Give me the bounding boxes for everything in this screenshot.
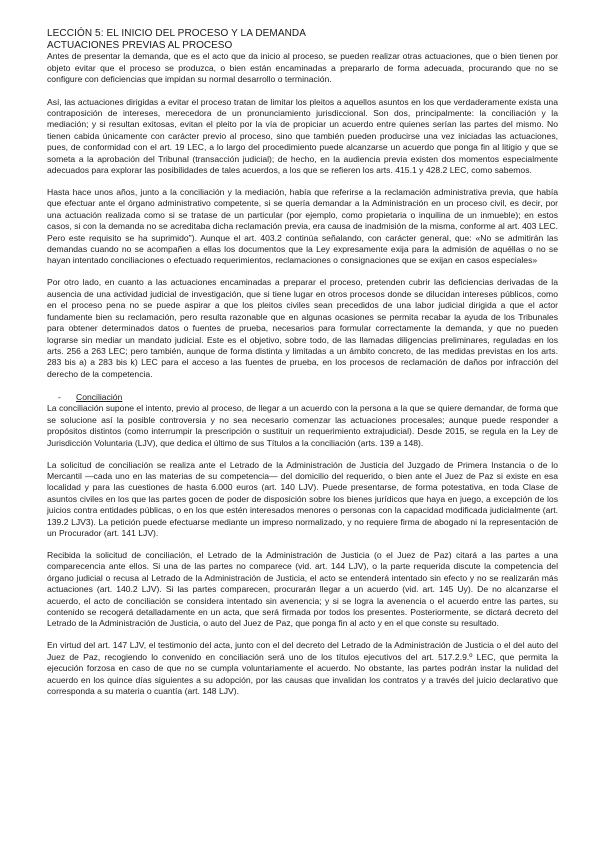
- paragraph: Por otro lado, en cuanto a las actuaciones encaminadas a preparar el proceso, pretenden cubrir las deficiencias derivadas de la ausencia de una actividad judicial de investigación, que si tiene lugar en otros procesos donde se dilucidan intereses públicos, como en el proceso pena no se puede aspirar a que los pleitos civiles sean precedidos de una labor judicial dirigida a que el actor fundamente bien su reclamación, pero resulta razonable que en algunas ocasiones se permita recabar la ayuda de los Tribunales para obtener determinados datos o fuentes de prueba, necesarios para formular correctamente la demanda, y que no pueden lograrse sin mediar un mandato judicial. Este es el objetivo, sobre todo, de las llamadas diligencias preliminares, reguladas en los arts. 256 a 263 LEC; pero también, aunque de forma distinta y limitadas a un ámbito concreto, de las medidas previstas en los arts. 283 bis a) a 283 bis k) LEC para el acceso a las fuentes de prueba, en los procesos de reclamación de daños por infracción del derecho de la competencia.: [47, 277, 558, 379]
- subsection-heading: [47, 392, 558, 403]
- paragraph: Así, las actuaciones dirigidas a evitar el proceso tratan de limitar los pleitos a aquellos asuntos en los que verdaderamente exista una contraposición de intereses, merecedora de un pronunciamiento jurisdiccional. Son dos, principalmente: la conciliación y la mediación; y si resultan exitosas, evitan el pleito por la vía de propiciar un acuerdo entre quienes serían las partes del mismo. No tienen cabida únicamente con carácter previo al proceso, sino que también pueden producirse una vez iniciadas las actuaciones, pues, de conformidad con el art. 19 LEC, a lo largo del procedimiento puede alcanzarse un acuerdo que ponga fin al litigio y que se someta a la aprobación del Tribunal (transacción judicial); de hecho, en la audiencia previa existen dos momentos especialmente adecuados para explorar las posibilidades de tales acuerdos, a los que se refieren los arts. 415.1 y 428.2 LEC, como sabemos.: [47, 96, 558, 176]
- paragraph: Antes de presentar la demanda, que es el acto que da inicio al proceso, se pueden realizar otras actuaciones, que o bien tienen por objeto evitar que el proceso se produzca, o bien están encaminadas a prepararlo de forma adecuada, procurando que no se configure con deficiencias que impidan su normal desarrollo o terminación.: [47, 51, 558, 84]
- subsection-title: Conciliación: [76, 391, 123, 402]
- lesson-title: LECCIÓN 5: EL INICIO DEL PROCESO Y LA DEMANDA: [47, 28, 307, 39]
- paragraph: La solicitud de conciliación se realiza ante el Letrado de la Administración de Justicia del Juzgado de Primera Instancia o de lo Mercantil —cada uno en las materias de su competencia— del domicilio del requerido, o bien ante el Juez de Paz si existe en esa localidad y para las cuestiones de hasta 6.000 euros (art. 140 LJV). Puede presentarse, de forma potestativa, en toda Clase de asuntos civiles en los que las partes gocen de poder de disposición sobre los bienes jurídicos que haya en juego, a excepción de los juicios contra entidades públicas, o en los que estén interesados menores o personas con la capacidad modificada judicialmente (art. 139.2 LJV3). La petición puede efectuarse mediante un impreso normalizado, y no requiere firma de abogado ni la representación de un Procurador (art. 141 LJV).: [47, 459, 558, 538]
- paragraph: Hasta hace unos años, junto a la conciliación y la mediación, había que referirse a la reclamación administrativa previa, que había que efectuar ante el órgano administrativo competente, si se quería demandar a la Administración en un proceso civil, es decir, por una actuación realizada como si se tratase de un particular (por ejemplo, como propietaria o inquilina de un inmueble); en estos casos, si con la demanda no se acreditaba dicha reclamación previa, era causa de inadmisión de la misma, conforme al art. 403 LEC. Pero este requisito se ha suprimido"). Aunque el art. 403.2 continúa señalando, con carácter general, que: «No se admitirán las demandas cuando no se acompañen a ellas los documentos que la Ley expresamente exija para la admisión de aquéllas o no se hayan intentado conciliaciones o efectuado requerimientos, reclamaciones o consignaciones que se exijan en casos especiales»: [47, 187, 558, 266]
- paragraph: Recibida la solicitud de conciliación, el Letrado de la Administración de Justicia (o el Juez de Paz) citará a las partes a una comparecencia ante ellos. Si una de las partes no comparece (vid. art. 144 LJV), o la parte requerida discute la competencia del órgano judicial o recusa al Letrado de la Administración de Justicia, el acto se entenderá intentado sin efecto y no se realizarán más actuaciones (art. 140.2 LJV). Si las partes comparecen, procurarán llegar a un acuerdo (vid. art. 145 Uy). De no alcanzarse el acuerdo, el acto de conciliación se considera intentado sin avenencia; y si se logra la avenencia o el acuerdo entre las partes, su contenido se recogerá detalladamente en un acta, que será firmada por todos los presentes. Posteriormente, se dictará decreto del Letrado de la Administración de Justicia, o auto del Juez de Paz, que ponga fin al acto y en el que conste su resultado.: [47, 549, 558, 629]
- bullet-dash: -: [58, 391, 61, 402]
- paragraph: La conciliación supone el intento, previo al proceso, de llegar a un acuerdo con la persona a la que se quiere demandar, de forma que se solucione así la posible controversia y no sea necesario comenzar las actuaciones procesales; aunque puede responder a propósitos distintos (como interrumpir la prescripción o sustituir un requerimiento extrajudicial). Desde 2015, se regula en la Ley de Jurisdicción Voluntaria (LJV), que dedica el último de sus Títulos a la conciliación (arts. 139 a 148).: [47, 403, 558, 448]
- paragraph: En virtud del art. 147 LJV, el testimonio del acta, junto con el del decreto del Letrado de la Administración de Justicia o el del auto del Juez de Paz, recogiendo lo convenido en conciliación será uno de los títulos ejecutivos del art. 517.2.9.º LEC, que permita la ejecución forzosa en caso de que no se cumpla voluntariamente el acuerdo. No obstante, las partes podrán instar la nulidad del acuerdo en los quince días siguientes a su adopción, por las causas que invalidan los contratos y a través del juicio declarativo que corresponda a su materia o cuantía (art. 148 LJV).: [47, 640, 558, 697]
- section-heading: ACTUACIONES PREVIAS AL PROCESO: [47, 39, 233, 51]
- document-page: [47, 28, 558, 708]
